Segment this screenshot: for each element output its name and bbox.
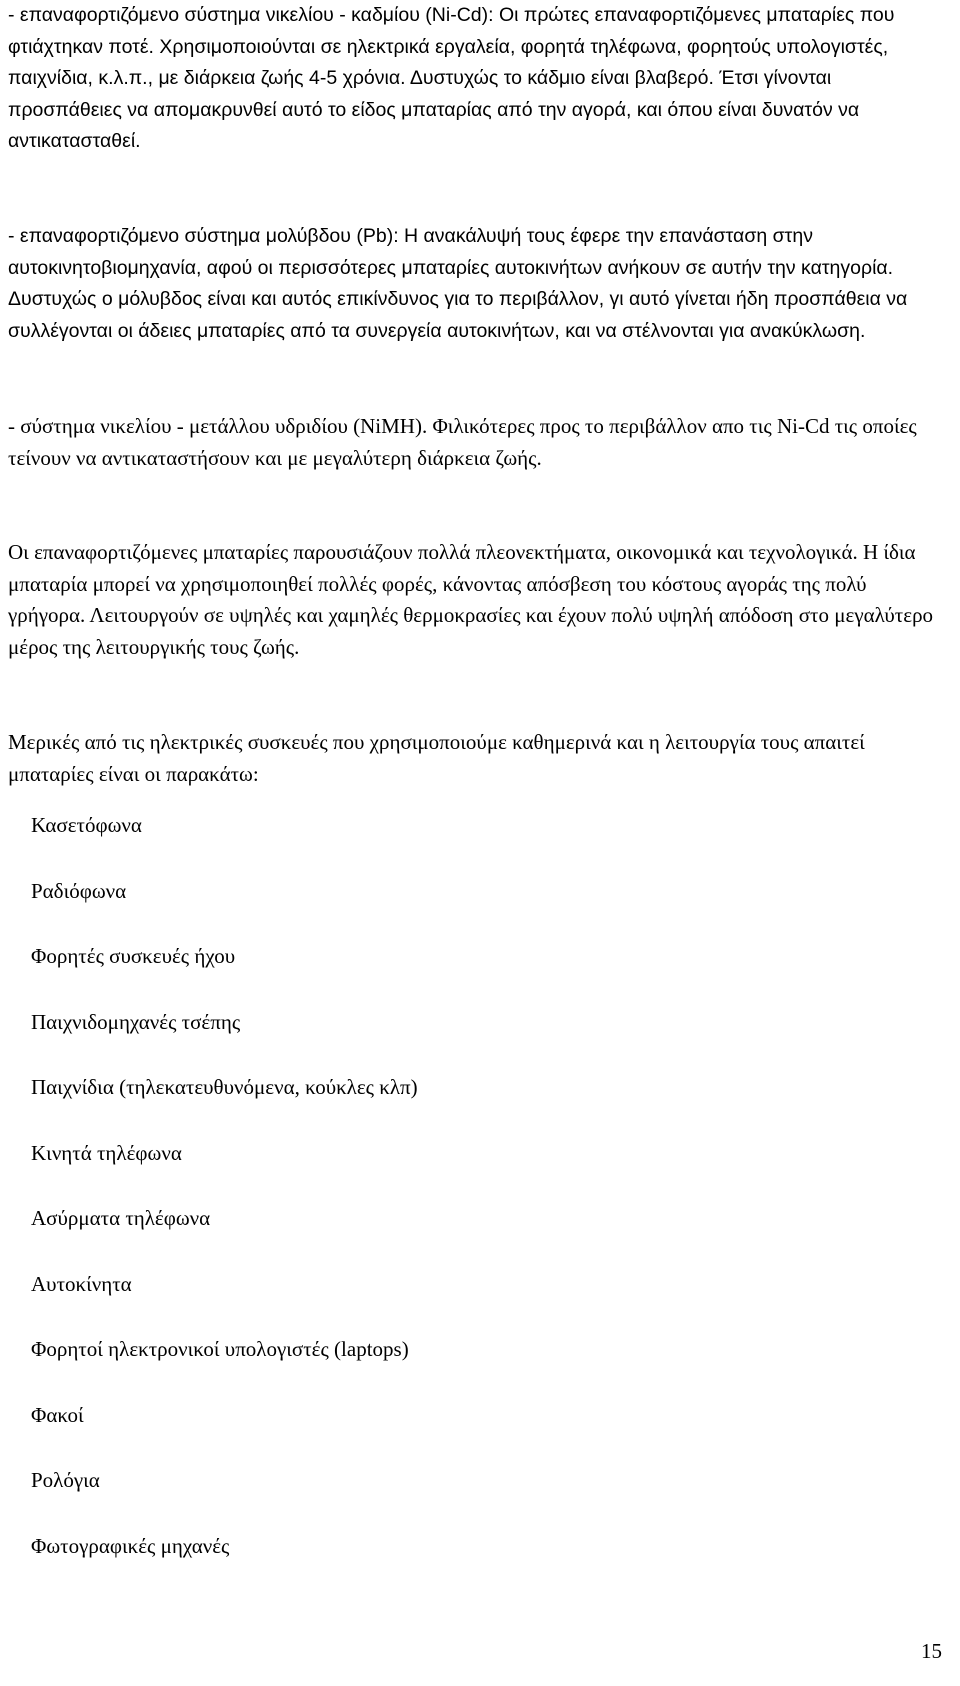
list-item: Φωτογραφικές μηχανές xyxy=(31,1533,230,1558)
list-item: Φακοί xyxy=(31,1402,84,1427)
paragraph-devices-intro: Μερικές από τις ηλεκτρικές συσκευές που χρησιμοποιούμε καθημερινά και η λειτουργία τους απαιτεί μπαταρίες είναι οι παρακάτω: xyxy=(8,730,865,786)
list-item: Κασετόφωνα xyxy=(31,813,142,837)
list-item: Παιχνιδομηχανές τσέπης xyxy=(31,1009,241,1034)
list-item: Κινητά τηλέφωνα xyxy=(31,1140,182,1165)
list-item: Παιχνίδια (τηλεκατευθυνόμενα, κούκλες κλπ) xyxy=(31,1075,418,1099)
list-item: Αυτοκίνητα xyxy=(31,1271,132,1296)
devices-list xyxy=(31,812,418,1598)
list-item: Φορητές συσκευές ήχου xyxy=(31,944,236,968)
list-item: Φορητοί ηλεκτρονικοί υπολογιστές (laptops) xyxy=(31,1337,409,1361)
paragraph-pb: - επαναφορτιζόμενο σύστημα μολύβδου (Pb): Η ανακάλυψή τους έφερε την επανάσταση στην αυτοκινητοβιομηχανία, αφού οι περισσότερες μπαταρίες αυτοκινήτων ανήκουν σε αυτήν την κατηγορία. Δυστυχώς ο μόλυβδος είναι και αυτός επικίνδυνος για το περιβάλλον, γι αυτό γίνεται ήδη προσπάθεια να συλλέγονται οι άδειες μπαταρίες από τα συνεργεία αυτοκινήτων, και να στέλνονται για ανακύκλωση. xyxy=(8,225,908,342)
paragraph-nimh: - σύστημα νικελίου - μετάλλου υδριδίου (NiMH). Φιλικότερες προς το περιβάλλον απο τις Ni-Cd τις οποίες τείνουν να αντικαταστήσουν και με μεγαλύτερη διάρκεια ζωής. xyxy=(8,414,917,470)
list-item: Ρολόγια xyxy=(31,1468,100,1492)
list-item: Ασύρματα τηλέφωνα xyxy=(31,1206,211,1230)
paragraph-advantages: Οι επαναφορτιζόμενες μπαταρίες παρουσιάζουν πολλά πλεονεκτήματα, οικονομικά και τεχνολογικά. Η ίδια μπαταρία μπορεί να χρησιμοποιηθεί πολλές φορές, κάνοντας απόσβεση του κόστους αγοράς της πολύ γρήγορα. Λειτουργούν σε υψηλές και χαμηλές θερμοκρασίες και έχουν πολύ υψηλή απόδοση στο μεγαλύτερο μέρος της λειτουργικής τους ζωής. xyxy=(8,540,934,659)
list-item: Ραδιόφωνα xyxy=(31,878,127,903)
page-number: 15 xyxy=(921,1639,942,1663)
paragraph-nicd: - επαναφορτιζόμενο σύστημα νικελίου - καδμίου (Ni-Cd): Οι πρώτες επαναφορτιζόμενες μπαταρίες που φτιάχτηκαν ποτέ. Χρησιμοποιούνται σε ηλεκτρικά εργαλεία, φορητά τηλέφωνα, φορητούς υπολογιστές, παιχνίδια, κ.λ.π., με διάρκεια ζωής 4-5 χρόνια. Δυστυχώς το κάδμιο είναι βλαβερό. Έτσι γίνονται προσπάθειες να απομακρυνθεί αυτό το είδος μπαταρίας από την αγορά, και όπου είναι δυνατόν να αντικατασταθεί. xyxy=(8,4,895,152)
